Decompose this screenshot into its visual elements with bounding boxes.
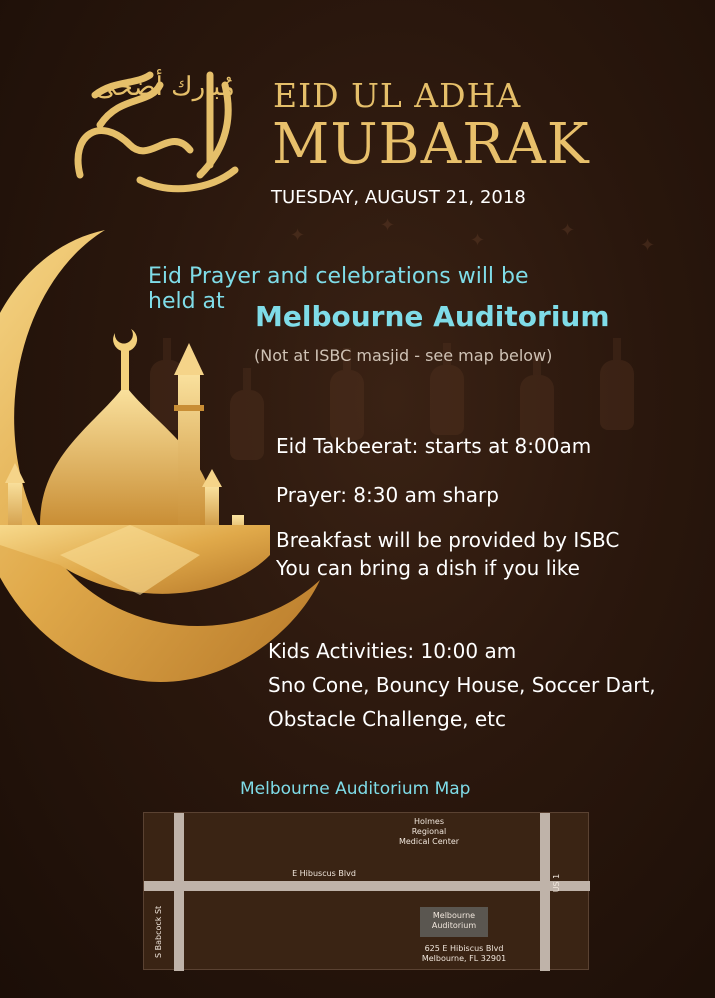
title-line-1: EID UL ADHA [273, 76, 522, 115]
breakfast-line: You can bring a dish if you like [276, 556, 580, 580]
crescent-finial [113, 329, 137, 351]
lantern-decor [430, 365, 464, 435]
breakfast-info [276, 526, 619, 582]
venue-address: 625 E Hibiscus Blvd Melbourne, FL 32901 [421, 944, 507, 963]
announcement-intro: Eid Prayer and celebrations will be held at [148, 264, 529, 314]
takbeerat-time: Eid Takbeerat: starts at 8:00am [276, 434, 592, 458]
venue-marker: Melbourne Auditorium [420, 907, 488, 937]
prayer-time: Prayer: 8:30 am sharp [276, 483, 499, 507]
hospital-label: Holmes Regional Medical Center [398, 817, 460, 846]
venue-name: Melbourne Auditorium [255, 300, 610, 333]
lantern-decor [330, 370, 364, 440]
road-hibiscus [144, 881, 590, 891]
venue-note: (Not at ISBC masjid - see map below) [254, 346, 553, 365]
lantern-decor [600, 360, 634, 430]
map-title: Melbourne Auditorium Map [240, 779, 471, 799]
road-babcock [174, 813, 184, 971]
kids-line: Kids Activities: 10:00 am [268, 639, 517, 663]
us1-label: US 1 [552, 873, 561, 893]
babcock-label: S Babcock St [154, 905, 163, 958]
star-decor: ✦ [290, 225, 306, 246]
star-decor: ✦ [380, 215, 396, 236]
breakfast-line: Breakfast will be provided by ISBC [276, 528, 620, 552]
kids-activities [268, 637, 656, 733]
star-decor: ✦ [640, 235, 656, 256]
venue-map [143, 812, 589, 970]
road-us1 [540, 813, 550, 971]
calligraphy-text: مُبارك أضحى [95, 72, 235, 102]
eid-adha-calligraphy-logo [60, 55, 260, 200]
event-date: TUESDAY, AUGUST 21, 2018 [271, 187, 526, 208]
hibiscus-label: E Hibuscus Blvd [292, 869, 356, 878]
kids-line: Obstacle Challenge, etc [268, 707, 507, 731]
minaret [178, 370, 200, 530]
star-decor: ✦ [470, 230, 486, 251]
kids-line: Sno Cone, Bouncy House, Soccer Dart, [268, 673, 656, 697]
star-decor: ✦ [560, 220, 576, 241]
title-line-2: MUBARAK [272, 112, 590, 177]
